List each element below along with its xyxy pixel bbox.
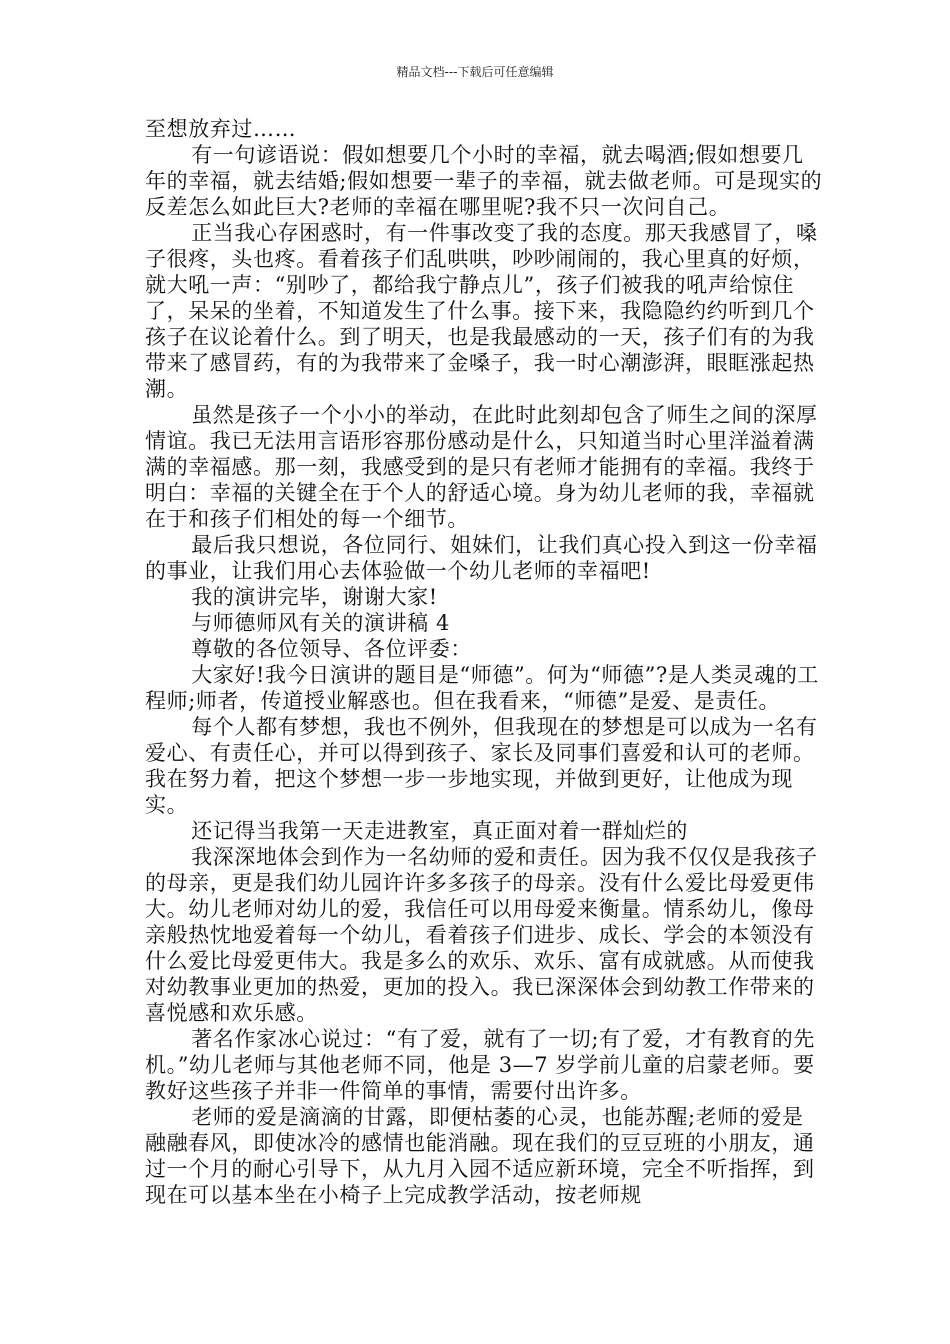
paragraph: 还记得当我第一天走进教室，真正面对着一群灿烂的 (191, 819, 688, 843)
section-title: 与师德师风有关的演讲稿 4 (191, 611, 451, 635)
paragraph: 著名作家冰心说过：“有了爱，就有了一切;有了爱，才有教育的先机。”幼儿老师与其他老师不同，他是 3—7 岁学前儿童的启蒙老师。要教好这些孩子并非一件简单的事情，需要付出许多。 (145, 1027, 815, 1103)
paragraph: 我的演讲完毕，谢谢大家! (191, 585, 438, 609)
page-header: 精品文档---下载后可任意编辑 (396, 65, 554, 79)
paragraph: 虽然是孩子一个小小的举动，在此时此刻却包含了师生之间的深厚情谊。我已无法用言语形容那份感动是什么，只知道当时心里洋溢着满满的幸福感。那一刻，我感受到的是只有老师才能拥有的幸福。我终于明白：幸福的关键全在于个人的舒适心境。身为幼儿老师的我，幸福就在于和孩子们相处的每一个细节。 (145, 403, 818, 531)
salutation: 尊敬的各位领导、各位评委： (191, 637, 472, 661)
document-body (145, 116, 825, 1208)
paragraph: 每个人都有梦想，我也不例外，但我现在的梦想是可以成为一名有爱心、有责任心，并可以得到孩子、家长及同事们喜爱和认可的老师。我在努力着，把这个梦想一步一步地实现，并做到更好，让他成为现实。 (145, 715, 818, 817)
paragraph: 至想放弃过…… (145, 117, 297, 141)
paragraph: 最后我只想说，各位同行、姐妹们，让我们真心投入到这一份幸福的事业，让我们用心去体验做一个幼儿老师的幸福吧! (145, 533, 818, 583)
paragraph: 有一句谚语说：假如想要几个小时的幸福，就去喝酒;假如想要几年的幸福，就去结婚;假如想要一辈子的幸福，就去做老师。可是现实的反差怎么如此巨大?老师的幸福在哪里呢?我不只一次问自己。 (145, 143, 823, 219)
paragraph: 我深深地体会到作为一名幼师的爱和责任。因为我不仅仅是我孩子的母亲，更是我们幼儿园许许多多孩子的母亲。没有什么爱比母爱更伟大。幼儿老师对幼儿的爱，我信任可以用母爱来衡量。情系幼儿，像母亲般热忱地爱着每一个幼儿，看着孩子们进步、成长、学会的本领没有什么爱比母爱更伟大。我是多么的欢乐、欢乐、富有成就感。从而使我对幼教事业更加的热爱，更加的投入。我已深深体会到幼教工作带来的喜悦感和欢乐感。 (145, 845, 818, 1025)
paragraph: 正当我心存困惑时，有一件事改变了我的态度。那天我感冒了，嗓子很疼，头也疼。看着孩子们乱哄哄，吵吵闹闹的，我心里真的好烦，就大吼一声：“别吵了，都给我宁静点儿”，孩子们被我的吼声给惊住了，呆呆的坐着，不知道发生了什么事。接下来，我隐隐约约听到几个孩子在议论着什么。到了明天，也是我最感动的一天，孩子们有的为我带来了感冒药，有的为我带来了金嗓子，我一时心潮澎湃，眼眶涨起热潮。 (145, 221, 818, 401)
paragraph: 大家好!我今日演讲的题目是“师德”。何为“师德”?是人类灵魂的工程师;师者，传道授业解惑也。但在我看来，“师德”是爱、是责任。 (145, 663, 820, 713)
paragraph: 老师的爱是滴滴的甘露，即便枯萎的心灵，也能苏醒;老师的爱是融融春风，即使冰冷的感情也能消融。现在我们的豆豆班的小朋友，通过一个月的耐心引导下，从九月入园不适应新环境，完全不听指挥，到现在可以基本坐在小椅子上完成教学活动，按老师规 (145, 1105, 815, 1207)
